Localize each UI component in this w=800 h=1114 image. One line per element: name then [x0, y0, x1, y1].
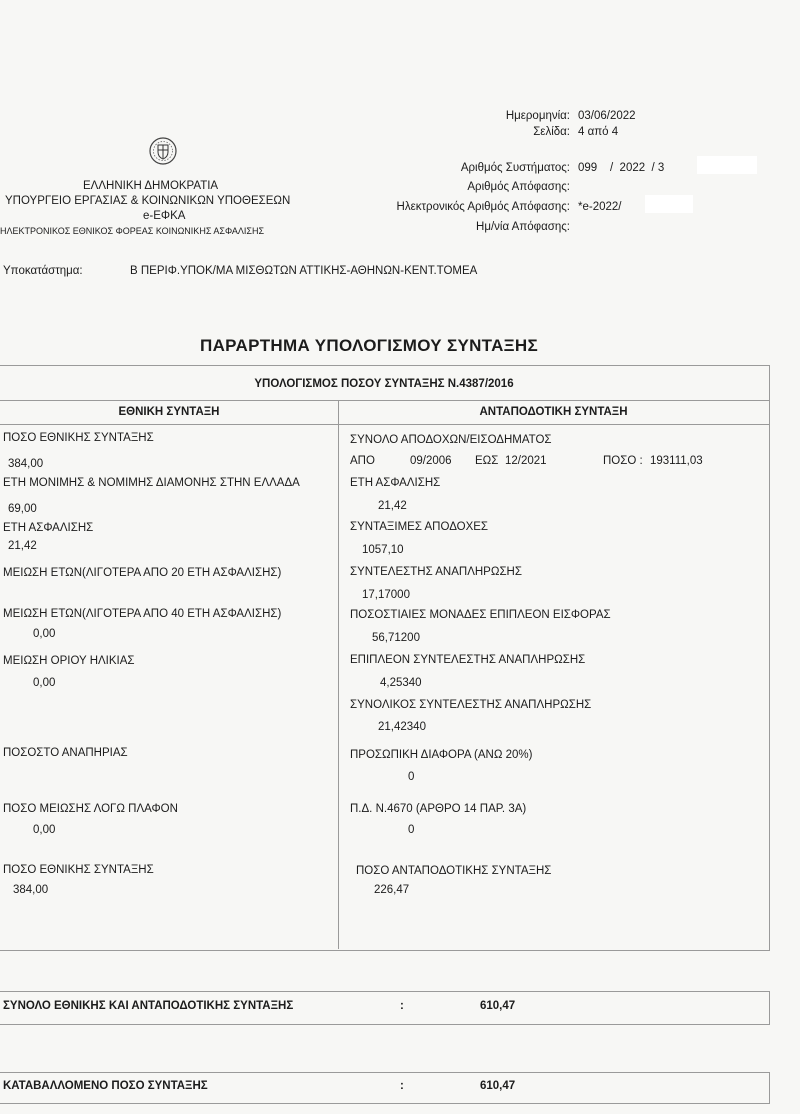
org-line-country: ΕΛΛΗΝΙΚΗ ΔΗΜΟΚΡΑΤΙΑ — [83, 180, 219, 192]
date-value: 03/06/2022 — [578, 110, 636, 122]
e-decision-number-label: Ηλεκτρονικός Αριθμός Απόφασης: — [396, 201, 570, 213]
left-row-label: ΜΕΙΩΣΗ ΟΡΙΟΥ ΗΛΙΚΙΑΣ — [3, 655, 135, 667]
right-row-value: 56,71200 — [372, 632, 420, 644]
right-row-value: 4,25340 — [380, 677, 422, 689]
page-title: ΠΑΡΑΡΤΗΜΑ ΥΠΟΛΟΓΙΣΜΟΥ ΣΥΝΤΑΞΗΣ — [200, 336, 539, 355]
total-pension-separator: : — [400, 1000, 404, 1012]
left-row-value: 384,00 — [8, 458, 44, 470]
left-row-label: ΜΕΙΩΣΗ ΕΤΩΝ(ΛΙΓΟΤΕΡΑ ΑΠΟ 20 ΕΤΗ ΑΣΦΑΛΙΣΗΣ) — [3, 567, 282, 579]
right-row-label: ΣΥΝΤΑΞΙΜΕΣ ΑΠΟΔΟΧΕΣ — [350, 521, 489, 533]
branch-label: Υποκατάστημα: — [3, 265, 83, 277]
branch-value: Β ΠΕΡΙΦ.ΥΠΟΚ/ΜΑ ΜΙΣΘΩΤΩΝ ΑΤΤΙΚΗΣ-ΑΘΗΝΩΝ-ΚΕΝΤ.ΤΟΜΕΑ — [130, 265, 478, 277]
income-to-label: ΕΩΣ — [475, 455, 499, 467]
table-column-divider — [338, 400, 339, 949]
org-line-efka: e-ΕΦΚΑ — [143, 210, 186, 222]
income-to-value: 12/2021 — [505, 455, 547, 467]
page-value: 4 από 4 — [578, 126, 619, 138]
org-line-full-name: ΗΛΕΚΤΡΟΝΙΚΟΣ ΕΘΝΙΚΟΣ ΦΟΡΕΑΣ ΚΟΙΝΩΝΙΚΗΣ ΑΣΦΑΛΙΣΗΣ — [0, 226, 265, 236]
income-from-value: 09/2006 — [410, 455, 452, 467]
paid-pension-separator: : — [400, 1080, 404, 1092]
left-row-label: ΜΕΙΩΣΗ ΕΤΩΝ(ΛΙΓΟΤΕΡΑ ΑΠΟ 40 ΕΤΗ ΑΣΦΑΛΙΣΗΣ) — [3, 608, 282, 620]
national-pension-header: ΕΘΝΙΚΗ ΣΥΝΤΑΞΗ — [118, 406, 220, 418]
right-row-label: Π.Δ. Ν.4670 (ΑΡΘΡΟ 14 ΠΑΡ. 3Α) — [350, 803, 527, 815]
income-from-label: ΑΠΟ — [350, 455, 375, 467]
income-amount-label: ΠΟΣΟ : — [603, 455, 643, 467]
decision-date-label: Ημ/νία Απόφασης: — [476, 221, 570, 233]
right-row-label: ΠΟΣΟΣΤΙΑΙΕΣ ΜΟΝΑΔΕΣ ΕΠΙΠΛΕΟΝ ΕΙΣΦΟΡΑΣ — [350, 609, 611, 621]
right-row-label: ΕΠΙΠΛΕΟΝ ΣΥΝΤΕΛΕΣΤΗΣ ΑΝΑΠΛΗΡΩΣΗΣ — [350, 654, 586, 666]
page-label: Σελίδα: — [533, 126, 570, 138]
right-row-value: 0 — [408, 824, 415, 836]
right-row-value: 1057,10 — [362, 544, 404, 556]
right-row-label: ΣΥΝΟΛΙΚΟΣ ΣΥΝΤΕΛΕΣΤΗΣ ΑΝΑΠΛΗΡΩΣΗΣ — [350, 699, 592, 711]
total-pension-label: ΣΥΝΟΛΟ ΕΘΝΙΚΗΣ ΚΑΙ ΑΝΤΑΠΟΔΟΤΙΚΗΣ ΣΥΝΤΑΞΗΣ — [3, 1000, 294, 1012]
table-divider — [0, 400, 770, 401]
paid-pension-label: ΚΑΤΑΒΑΛΛΟΜΕΝΟ ΠΟΣΟ ΣΥΝΤΑΞΗΣ — [3, 1080, 208, 1092]
right-row-label: ΣΥΝΤΕΛΕΣΤΗΣ ΑΝΑΠΛΗΡΩΣΗΣ — [350, 566, 522, 578]
system-number-value: 099 / 2022 / 3 — [578, 162, 665, 174]
date-label: Ημερομηνία: — [505, 110, 570, 122]
table-caption: ΥΠΟΛΟΓΙΣΜΟΣ ΠΟΣΟΥ ΣΥΝΤΑΞΗΣ Ν.4387/2016 — [254, 378, 514, 390]
e-decision-number-value: *e-2022/ — [578, 201, 622, 213]
left-row-label: ΠΟΣΟ ΜΕΙΩΣΗΣ ΛΟΓΩ ΠΛΑΦΟΝ — [3, 803, 178, 815]
left-row-label: ΕΤΗ ΑΣΦΑΛΙΣΗΣ — [3, 522, 94, 534]
right-row-label: ΕΤΗ ΑΣΦΑΛΙΣΗΣ — [350, 477, 441, 489]
redaction-box — [697, 156, 757, 174]
left-row-value: 0,00 — [33, 628, 56, 640]
right-row-value: 17,17000 — [362, 589, 410, 601]
left-row-value: 0,00 — [33, 677, 56, 689]
left-row-label: ΠΟΣΟΣΤΟ ΑΝΑΠΗΡΙΑΣ — [3, 747, 128, 759]
total-pension-value: 610,47 — [480, 1000, 516, 1012]
left-row-label: ΠΟΣΟ ΕΘΝΙΚΗΣ ΣΥΝΤΑΞΗΣ — [3, 432, 154, 444]
org-line-ministry: ΥΠΟΥΡΓΕΙΟ ΕΡΓΑΣΙΑΣ & ΚΟΙΝΩΝΙΚΩΝ ΥΠΟΘΕΣΕΩΝ — [5, 195, 291, 207]
income-total-label: ΣΥΝΟΛΟ ΑΠΟΔΟΧΩΝ/ΕΙΣΟΔΗΜΑΤΟΣ — [350, 434, 552, 446]
paid-pension-value: 610,47 — [480, 1080, 516, 1092]
left-row-value: 69,00 — [8, 503, 37, 515]
left-row-label: ΕΤΗ ΜΟΝΙΜΗΣ & ΝΟΜΙΜΗΣ ΔΙΑΜΟΝΗΣ ΣΤΗΝ ΕΛΛΑΔΑ — [3, 477, 300, 489]
left-row-value: 21,42 — [8, 540, 37, 552]
right-row-value: 0 — [408, 771, 415, 783]
right-row-value: 226,47 — [374, 884, 410, 896]
decision-number-label: Αριθμός Απόφασης: — [467, 181, 570, 193]
left-row-value: 0,00 — [33, 824, 56, 836]
greek-coat-of-arms-icon — [148, 136, 178, 166]
contributory-pension-header: ΑΝΤΑΠΟΔΟΤΙΚΗ ΣΥΝΤΑΞΗ — [479, 406, 628, 418]
right-row-label: ΠΡΟΣΩΠΙΚΗ ΔΙΑΦΟΡΑ (ΑΝΩ 20%) — [350, 749, 533, 761]
right-row-value: 21,42 — [378, 500, 407, 512]
right-row-value: 21,42340 — [378, 721, 426, 733]
left-row-value: 384,00 — [13, 884, 49, 896]
income-amount-value: 193111,03 — [650, 455, 703, 467]
left-row-label: ΠΟΣΟ ΕΘΝΙΚΗΣ ΣΥΝΤΑΞΗΣ — [3, 864, 154, 876]
redaction-box — [645, 195, 693, 213]
right-row-label: ΠΟΣΟ ΑΝΤΑΠΟΔΟΤΙΚΗΣ ΣΥΝΤΑΞΗΣ — [356, 865, 552, 877]
table-divider — [0, 424, 770, 425]
system-number-label: Αριθμός Συστήματος: — [460, 162, 570, 174]
